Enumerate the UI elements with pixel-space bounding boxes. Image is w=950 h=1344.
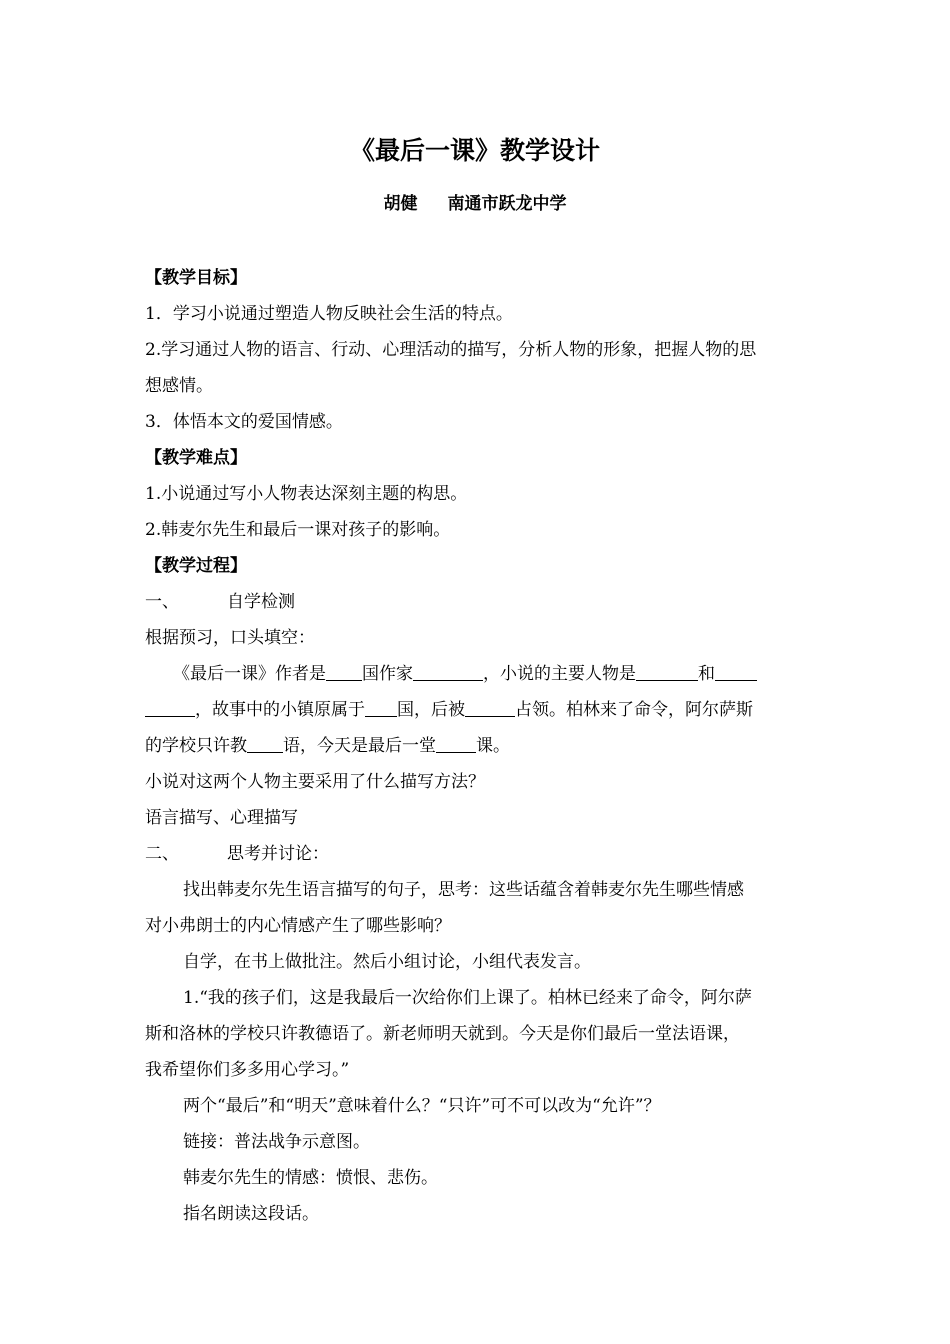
author-line <box>0 191 950 217</box>
blank <box>247 735 283 753</box>
blank <box>326 663 362 681</box>
fill-blank-line: 的学校只许教 语，今天是最后一堂 课。 <box>145 736 510 756</box>
discussion-prompt: 找出韩麦尔先生语言描写的句子，思考：这些话蕴含着韩麦尔先生哪些情感 <box>183 880 744 900</box>
emotion-note: 韩麦尔先生的情感：愤恨、悲伤。 <box>183 1168 438 1188</box>
objective-item: 3．体悟本文的爱国情感。 <box>145 412 343 432</box>
document-title: 《最后一课》教学设计 <box>349 136 600 165</box>
section-1-title: 自学检测 <box>227 592 295 612</box>
section-1-number: 一、 <box>145 592 179 612</box>
process-heading: 【教学过程】 <box>145 556 247 576</box>
author-school: 南通市跃龙中学 <box>447 194 567 214</box>
blank <box>636 663 698 681</box>
blank <box>413 663 483 681</box>
difficulty-item: 1.小说通过写小人物表达深刻主题的构思。 <box>145 484 468 504</box>
difficulty-item: 2.韩麦尔先生和最后一课对孩子的影响。 <box>145 520 451 540</box>
blank <box>465 699 515 717</box>
objective-item: 2.学习通过人物的语言、行动、心理活动的描写，分析人物的形象，把握人物的思 <box>145 340 757 360</box>
objective-item: 1．学习小说通过塑造人物反映社会生活的特点。 <box>145 304 513 324</box>
analysis-question: 两个“最后”和“明天”意味着什么？“只许”可不可以改为“允许”？ <box>183 1096 661 1116</box>
reading-note: 指名朗读这段话。 <box>183 1204 319 1224</box>
blank <box>436 735 476 753</box>
quote-line: 1.“我的孩子们，这是我最后一次给你们上课了。柏林已经来了命令，阿尔萨 <box>183 988 752 1008</box>
document-body <box>145 260 810 1232</box>
method-answer: 语言描写、心理描写 <box>145 808 298 828</box>
objective-item: 想感情。 <box>145 376 213 396</box>
blank <box>715 663 757 681</box>
method-question: 小说对这两个人物主要采用了什么描写方法？ <box>145 772 485 792</box>
quote-line: 我希望你们多多用心学习。” <box>145 1060 350 1080</box>
fill-intro: 根据预习，口头填空： <box>145 628 315 648</box>
section-2-number: 二、 <box>145 844 179 864</box>
difficulties-heading: 【教学难点】 <box>145 448 247 468</box>
blank <box>365 699 397 717</box>
link-note: 链接：普法战争示意图。 <box>183 1132 370 1152</box>
discussion-prompt-cont: 对小弗朗士的内心情感产生了哪些影响？ <box>145 916 451 936</box>
section-2-heading <box>145 836 810 872</box>
fill-blank-line: ，故事中的小镇原属于 国，后被 占领。柏林来了命令，阿尔萨斯 <box>145 692 810 728</box>
section-1-heading <box>145 584 810 620</box>
section-2-title: 思考并讨论： <box>227 844 329 864</box>
author-name: 胡健 <box>383 194 418 214</box>
quote-line: 斯和洛林的学校只许教德语了。新老师明天就到。今天是你们最后一堂法语课， <box>145 1024 740 1044</box>
self-study-note: 自学，在书上做批注。然后小组讨论，小组代表发言。 <box>183 952 591 972</box>
objectives-heading: 【教学目标】 <box>145 268 247 288</box>
fill-blank-line: 《最后一课》作者是 国作家 ，小说的主要人物是 和 <box>145 656 810 692</box>
blank <box>145 699 195 717</box>
